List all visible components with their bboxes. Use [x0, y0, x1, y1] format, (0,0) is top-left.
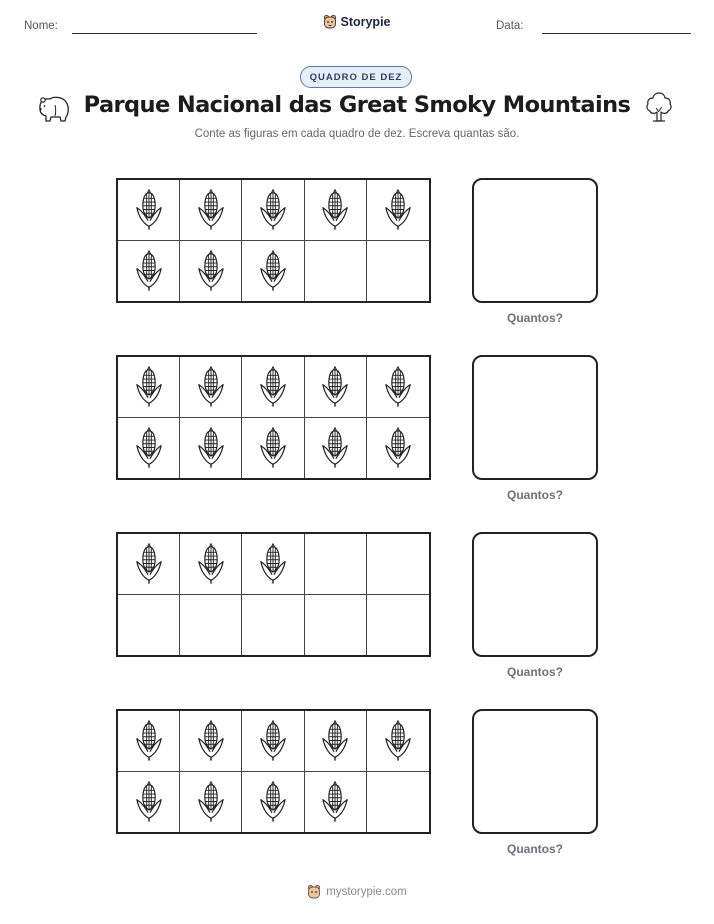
corn-icon [258, 189, 288, 230]
corn-icon [320, 781, 350, 822]
instructions: Conte as figuras em cada quadro de dez. Escreva quantas são. [194, 128, 520, 140]
frame-cell [242, 180, 304, 241]
frame-cell [118, 595, 180, 656]
ten-frame [116, 178, 431, 303]
frame-cell [242, 241, 304, 302]
corn-icon [258, 720, 288, 761]
corn-icon [320, 720, 350, 761]
corn-icon [258, 543, 288, 584]
corn-icon [320, 427, 350, 468]
answer-label: Quantos? [507, 842, 563, 856]
frame-cell [180, 772, 242, 833]
frame-cell [367, 180, 429, 241]
answer-box[interactable] [472, 355, 598, 480]
corn-icon [134, 189, 164, 230]
frame-cell [180, 180, 242, 241]
ten-frame [116, 532, 431, 657]
corn-icon [196, 427, 226, 468]
ten-frame [116, 355, 431, 480]
corn-icon [134, 543, 164, 584]
frame-cell [180, 241, 242, 302]
frame-cell [118, 772, 180, 833]
corn-icon [134, 366, 164, 407]
frame-cell [242, 595, 304, 656]
corn-icon [196, 781, 226, 822]
frame-cell [180, 595, 242, 656]
footer-site: mystorypie.com [326, 886, 407, 898]
frame-cell [242, 772, 304, 833]
ten-frame [116, 709, 431, 834]
frame-cell [367, 241, 429, 302]
corn-icon [383, 366, 413, 407]
corn-icon [196, 250, 226, 291]
brand-name: Storypie [340, 15, 391, 29]
corn-icon [258, 366, 288, 407]
corn-icon [134, 427, 164, 468]
frame-cell [305, 418, 367, 479]
answer-label: Quantos? [507, 665, 563, 679]
frame-cell [367, 772, 429, 833]
frame-cell [305, 357, 367, 418]
frame-cell [242, 357, 304, 418]
frame-cell [367, 534, 429, 595]
footer [0, 884, 714, 900]
frame-cell [367, 357, 429, 418]
corn-icon [196, 366, 226, 407]
page-title: Parque Nacional das Great Smoky Mountains [83, 92, 631, 118]
frame-cell [180, 534, 242, 595]
corn-icon [134, 250, 164, 291]
frame-cell [118, 241, 180, 302]
frame-cell [367, 418, 429, 479]
frame-cell [242, 534, 304, 595]
frame-cell [118, 180, 180, 241]
frame-cell [367, 711, 429, 772]
corn-icon [196, 189, 226, 230]
name-label: Nome: [24, 20, 58, 32]
frame-cell [180, 418, 242, 479]
mascot-icon [307, 884, 321, 900]
corn-icon [196, 720, 226, 761]
corn-icon [320, 189, 350, 230]
answer-box[interactable] [472, 709, 598, 834]
corn-icon [134, 781, 164, 822]
frame-cell [242, 711, 304, 772]
frame-cell [305, 595, 367, 656]
corn-icon [196, 543, 226, 584]
frame-cell [305, 711, 367, 772]
frame-cell [242, 418, 304, 479]
worksheet-badge: QUADRO DE DEZ [300, 66, 412, 88]
corn-icon [383, 720, 413, 761]
frame-cell [118, 357, 180, 418]
answer-label: Quantos? [507, 488, 563, 502]
frame-cell [118, 418, 180, 479]
corn-icon [383, 427, 413, 468]
corn-icon [258, 781, 288, 822]
corn-icon [258, 250, 288, 291]
date-label: Data: [496, 20, 524, 32]
frame-cell [305, 241, 367, 302]
frame-cell [367, 595, 429, 656]
frame-cell [305, 534, 367, 595]
frame-cell [180, 711, 242, 772]
answer-box[interactable] [472, 532, 598, 657]
frame-cell [305, 180, 367, 241]
frame-cell [180, 357, 242, 418]
answer-label: Quantos? [507, 311, 563, 325]
frame-cell [305, 772, 367, 833]
tree-icon [645, 91, 673, 123]
corn-icon [258, 427, 288, 468]
name-line[interactable] [72, 33, 257, 34]
frame-cell [118, 711, 180, 772]
corn-icon [383, 189, 413, 230]
frame-cell [118, 534, 180, 595]
brand-logo [0, 14, 714, 30]
corn-icon [134, 720, 164, 761]
date-line[interactable] [542, 33, 691, 34]
mascot-icon [323, 14, 337, 30]
answer-box[interactable] [472, 178, 598, 303]
corn-icon [320, 366, 350, 407]
